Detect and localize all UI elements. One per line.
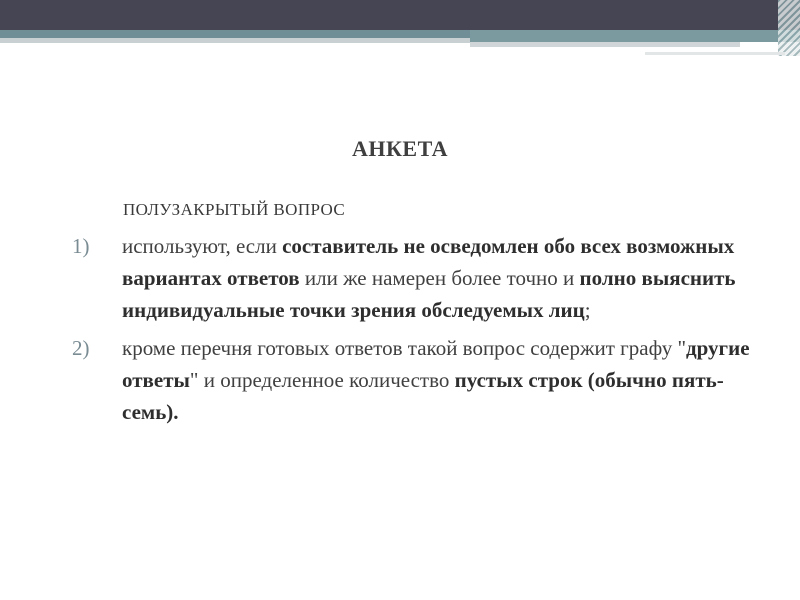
accent-band-left — [0, 30, 470, 38]
list-item — [72, 230, 772, 326]
bold-text-segment: пустых строк (обычно пять-семь). — [122, 368, 724, 424]
divider-line — [645, 52, 785, 55]
bold-text-segment: другие ответы — [122, 336, 750, 392]
slide-subtitle: ПОЛУЗАКРЫТЫЙ ВОПРОС — [123, 200, 346, 219]
text-segment: " и определенное количество — [189, 368, 455, 392]
divider-strip-left — [0, 38, 470, 43]
text-segment: используют, если — [122, 234, 283, 258]
text-segment: или же намерен более точно и — [299, 266, 580, 290]
list-item-text — [122, 234, 736, 322]
question-list — [72, 230, 772, 434]
divider-strip-right — [470, 42, 740, 47]
text-segment: ; — [584, 298, 591, 322]
list-item-number: 1) — [72, 234, 90, 258]
corner-stripes-decoration — [778, 0, 800, 56]
slide-title: АНКЕТА — [351, 136, 449, 161]
accent-band-right — [470, 30, 800, 42]
list-item-number: 2) — [72, 336, 90, 360]
header-band — [0, 0, 800, 30]
bold-text-segment: составитель не осведомлен обо всех возможных вариантах ответов — [122, 234, 735, 290]
list-item — [72, 332, 772, 428]
bold-text-segment: полно выяснить индивидуальные точки зрения обследуемых лиц — [122, 266, 736, 322]
list-item-text — [122, 336, 750, 424]
text-segment: кроме перечня готовых ответов такой вопрос содержит графу " — [122, 336, 687, 360]
